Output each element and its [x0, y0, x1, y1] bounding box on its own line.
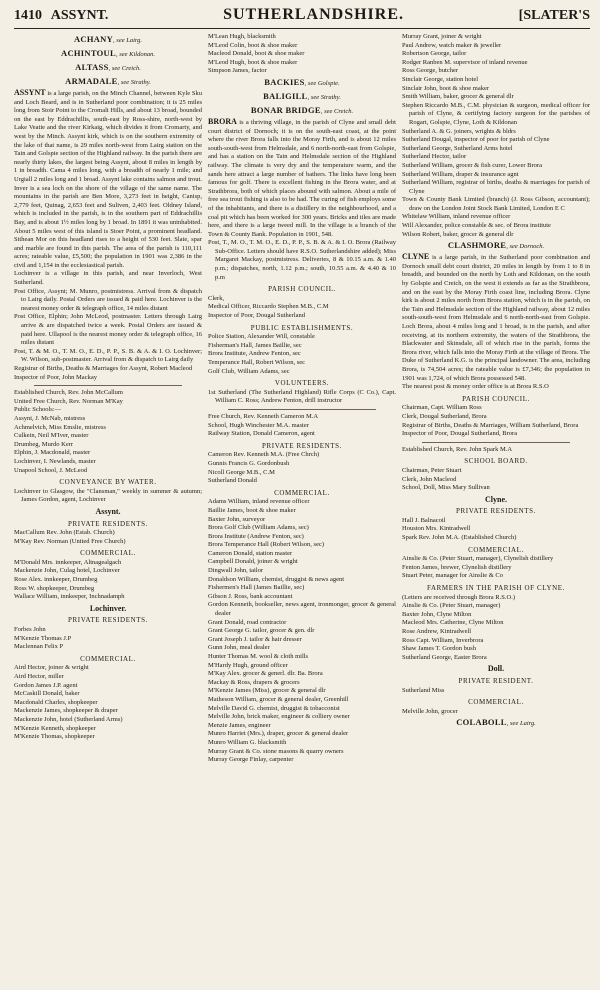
section-heading: PRIVATE RESIDENT.: [458, 676, 534, 685]
list-item: Brora Temperance Hall (Robert Wilson, sec): [208, 541, 325, 549]
list-item: Post, T. & M. O., T. M. O., E. D., P. P., S. B. & A. & I. O. Lochinver; W. Wilson, sub-postmaster. Arrival from & dispatch to Lairg daily: [14, 347, 202, 364]
list-item: M'Kenzie Thomas, shopkeeper: [14, 733, 95, 741]
list-item: Gibson J. Ross, bank accountant: [208, 592, 293, 600]
ref-see: , see Lairg.: [113, 37, 143, 44]
list-item: Matheson William, grocer & general dealer, Greenhill: [208, 695, 349, 703]
brora-text: is a thriving village, in the parish of Clyne and small debt court district of Dornoch; it is on the south-east coast, at the point where the river Brora falls into the Moray Firth, and is about 12 miles south-south-west from Helmsdale, and 6 north-north-east from Golspie, and has a station on the Tain and Helmsdale section of the Highland railway. The climate is very dry and the temperature warm, and the sands here attract a large number of bathers. The links have long been famous for golf. There is excellent fishing in the Brora water, and at Strathbrora, both of which places abound with salmon. About a mile of free sea trout fishing is also to be had. The curing of fish employs some of the inhabitants, and there is a distillery in the neighbourhood, and a coal pit which has been worked for 300 years. Bricks and tiles are made here, and there is a large tweed mill. In the village is a branch of the Town & County Bank. Population in 1901, 548.: [208, 118, 396, 238]
clyne-lead: CLYNE: [402, 252, 430, 262]
ref-name: ACHINTOUL: [61, 48, 116, 58]
list-item: Culkein, Neil M'Iver, master: [14, 432, 89, 440]
section-heading: CONVEYANCE BY WATER.: [59, 478, 157, 487]
list-item: Houston Mrs. Kintradwell: [402, 525, 471, 533]
header-center-title: SUTHERLANDSHIRE.: [223, 6, 405, 23]
brora-lead: BRORA: [208, 116, 237, 126]
list-item: M'Kenzie Thomas J.P: [14, 634, 72, 642]
list-item: Ross Capt. William, Inverbrora: [402, 636, 484, 644]
conveyance-text: Lochinver to Glasgow, the "Clansman," weekly in summer & autumn; James Gordon, agent, Lochinver: [14, 487, 202, 504]
list-item: Inspector of Poor, Dougal Sutherland, Brora: [402, 430, 518, 438]
cross-reference: [208, 104, 396, 118]
list-item: School, Doll, Miss Mary Sullivan: [402, 484, 490, 492]
list-item: United Free Church, Rev. Norman M'Kay: [14, 397, 123, 405]
section-heading: PRIVATE RESIDENTS.: [262, 441, 342, 450]
divider: [228, 409, 376, 410]
list-item: Unapool School, J. McLeod: [14, 466, 88, 474]
list-item: Police Station, Alexander Will, constable: [208, 333, 315, 341]
list-item: Fisherman's Hall, James Baillie, sec: [208, 341, 302, 349]
list-item: Clerk, John Macleod: [402, 475, 457, 483]
list-item: M'Lean Hugh, blacksmith: [208, 33, 276, 40]
church-school-list: [14, 389, 202, 475]
list-item: Sutherland Hector, tailor: [402, 153, 467, 161]
clyne-text: is a large parish, in the Sutherland poor combination and Dornoch small debt court district, 20 miles in length by from 1 to 8 in breadth, and bounded on the north by Loth and Kildonan, on the south by Golspie and Creich, on the west it extends as far as the Strathbrora, and on the east by the Moray Firth coast line, including Brora. Clyne kirk is about 2 miles north from Brora station, which is in the parish, on the Tain and Helmsdale section of the Highland railway, about 12 miles south-south-west from Helmsdale and 6 north-north-east from Golspie. Loch Brora, about 4 miles long and 1 broad, is in the parish, and after receiving, at its northern extremity, the waters of the Strathbrora, the Blackwater and Skinsdale, all of which rise in the parish, forms the Brora river, which falls into the Moray Firth at the village of Brora. The Duke of Sutherland K.G. is the principal landowner. The area, including Brora, is 74,504 acres; the rateable value is £7,346; the population in 1901 was 1,724, of which Brora possessed 548.: [402, 254, 590, 382]
list-item: Chairman, Peter Stuart: [402, 466, 462, 474]
list-item: MacCallum Rev. John (Estab. Church): [14, 529, 115, 537]
list-item: Baxter John, Clyne Milton: [402, 610, 472, 618]
list-item: Will Alexander, police constable & sec. of Brora institute: [402, 222, 551, 230]
section-heading: VOLUNTEERS.: [274, 379, 330, 388]
ref-name: COLABOLL: [456, 717, 507, 728]
cross-reference: [208, 76, 396, 90]
clyne-description: [402, 253, 590, 383]
list-item: M'Leod Hugh, boot & shoe maker: [208, 58, 298, 66]
list-item: Temperance Hall, Robert Wilson, sec: [208, 359, 305, 366]
list-item: Spark Rev. John M.A. (Established Church): [402, 534, 517, 542]
list-item: M'Kay Rev. Norman (United Free Church): [14, 537, 126, 545]
cross-reference: [402, 716, 590, 730]
list-item: Mackenzie John, Culag hotel, Lochinver: [14, 567, 120, 575]
list-item: Inspector of Poor, John Mackay: [14, 373, 97, 381]
section-heading: PRIVATE RESIDENTS.: [456, 507, 536, 516]
list-item: Hunter Thomas M. wool & cloth mills: [208, 653, 309, 660]
brora-description: [208, 118, 396, 239]
ref-name: ARMADALE: [65, 76, 118, 86]
list-item: Sinclair John, boot & shoe maker: [402, 84, 490, 92]
list-item: Simpson James, factor: [208, 67, 267, 75]
list-item: Campbell Donald, joiner & wright: [208, 558, 298, 566]
list-item: Sutherland George, Easter Brora: [402, 653, 487, 661]
list-item: Munro William G. blacksmith: [208, 738, 287, 746]
header-right-title: [SLATER'S: [518, 8, 590, 23]
header-left-title: ASSYNT.: [50, 8, 109, 23]
list-item: Sutherland William, registrar of births, deaths & marriages for parish of Clyne: [402, 179, 590, 195]
list-item: Sinclair George, station hotel: [402, 75, 479, 83]
list-item: Hall J. Balnacoil: [402, 516, 446, 524]
list-item: Assynt, J. McNab, mistress: [14, 414, 86, 422]
list-item: Rodger Ranben M. supervisor of inland revenue: [402, 58, 528, 66]
nearest-post-text: The nearest post & money order office is at Brora R.S.O: [402, 383, 549, 391]
list-item: Public Schools:—: [14, 406, 62, 414]
ref-name: ALTASS: [75, 62, 109, 72]
assynt-description: [14, 89, 202, 270]
list-item: Ainslie & Co. (Peter Stuart, manager), Clynelish distillery: [402, 555, 554, 563]
ref-see: , see Dornoch.: [506, 243, 545, 251]
divider: [422, 442, 570, 443]
list-item: Fenton James, brewer, Clynelish distillery: [402, 563, 512, 571]
list-item: M'Hardy Hugh, ground officer: [208, 661, 288, 669]
list-item: M'Donald Mrs. innkeeper, Altnagealgach: [14, 558, 122, 566]
list-item: Sutherland George, Sutherland Arms hotel: [402, 144, 513, 152]
list-item: Fishermen's Hall (James Baillie, sec): [208, 584, 305, 592]
list-item: Brora Golf Club (William Adams, sec): [208, 524, 309, 532]
cross-reference: [14, 75, 202, 89]
list-item: Forbes John: [14, 626, 46, 634]
list-item: Wallace William, innkeeper, Inchnadamph: [14, 593, 125, 601]
list-item: Gordon Kenneth, bookseller, news agent, ironmonger, grocer & general dealer: [208, 601, 396, 618]
list-item: Melville David G. chemist, druggist & tobacconist: [208, 704, 340, 712]
lochinver-description: Lochinver is a village in this parish, and near Inverloch, West Sutherland.: [14, 270, 202, 287]
ref-name: BACKIES: [264, 76, 305, 87]
cross-reference: [402, 239, 590, 253]
list-item: Adams William, inland revenue officer: [208, 498, 310, 506]
list-item: Grant George G. tailor, grocer & gen. dlr: [208, 627, 315, 635]
list-item: Nicoll George M.B., C.M: [208, 468, 275, 476]
list-item: M'Kenzie Kenneth, shopkeeper: [14, 724, 96, 732]
list-item: Sutherland A. & G. joiners, wrights & bldrs: [402, 127, 516, 135]
list-item: Chairman, Capt. William Ross: [402, 404, 482, 412]
list-item: Town & County Bank Limited (branch) (J. Ross Gibson, accountant); draw on the London Joint Stock Bank Limited, London E C: [402, 196, 590, 212]
list-item: Medical Officer, Riccardo Stephen M.B., C.M: [208, 303, 329, 311]
list-item: Aird Hector, joiner & wright: [14, 664, 89, 672]
assynt-text: is a large parish, on the Minch Channel, between Kyle Sku and Loch Beard, and is in Sutherland poor combination; it is 25 miles long from Stoir Point to the Cromalt Hills, and about 13 broad, bounded on the east by Eddrachillis, south-east by Ross-shire, north-west by Lake Veatie and the river Kirkaig, which divides it from Cromarty, and west by the Minch. Assynt kirk, which is on the southern extremity of the lake of that name, is 29 miles north-west from Lairg station on the Tain and Golspie section of the Highland railway. In the parish there are nearly thirty lakes, the largest being Assynt, about 8 miles in length by 1 in breadth. Cama 4 miles long, with a breadth of nearly 1 mile; and Urgiall 2 miles long and 1 broad. Assynt lake contains salmon and trout. Inver is a sea loch on the shore of the village of the same name. The mountains in the parish are Ben More, 3,273 feet in height, Canisp, 2,779 feet, Quinag, 2,653 feet and Suliven, 2,403 feet. Oldney Island, which is included in the parish, is in the southern part of Eddrachillis Bay, and is about 1½ miles long by 1 broad. In 1891 it was uninhabited. About 5 miles west of this island is Stoer Point, a prominent headland. Sithean Mor on this headland rises to a height of 530 feet. Slate, spar and marble are found in this parish. The area of the parish is 110,111 acres; rateable value, £5,500; the population in 1901 was 2,386 in the civil and 1,154 in the ecclesiastical parish.: [14, 90, 202, 269]
divider: [34, 385, 182, 386]
list-item: Baillie James, boot & shoe maker: [208, 506, 296, 514]
ref-see: , see Strathy.: [117, 79, 151, 86]
list-item: Melville John, grocer: [402, 707, 458, 715]
list-item: School, Hugh Winchester M.A. master: [208, 421, 309, 429]
header-left: [14, 8, 108, 24]
ref-see: , see Creich.: [320, 107, 354, 115]
list-item: Sutherland Miss: [402, 686, 445, 694]
list-item: Smith William, baker, grocer & general dlr: [402, 93, 514, 101]
list-item: Paul Andrew, watch maker & jeweller: [402, 41, 502, 49]
list-item: Menzie James, engineer: [208, 721, 271, 729]
list-item: Mackay & Ross, drapers & grocers: [208, 678, 300, 686]
page-number: 1410: [14, 8, 42, 23]
list-item: Macdonald Charles, shopkeeper: [14, 698, 98, 706]
list-item: Clerk,: [208, 294, 225, 302]
ref-see: , see Kildonan.: [115, 51, 155, 58]
list-item: Rose Alex. innkeeper, Drumbeg: [14, 576, 98, 584]
ref-see: , see Golspie.: [304, 79, 340, 87]
list-item: Ainslie & Co. (Peter Stuart, manager): [402, 602, 501, 610]
list-item: Stephen Riccardo M.B., C.M. physician & surgeon, medical officer for parish of Clyne, & certifying factory surgeon for the parishes of Rogart, Golspie, Clyne, Loth & Kildonan: [402, 101, 590, 126]
section-heading: FARMERS IN THE PARISH OF CLYNE.: [427, 584, 565, 593]
section-heading: COMMERCIAL.: [80, 654, 136, 663]
list-item: Sutherland William, grocer & fish curer, Lower Brora: [402, 161, 542, 169]
section-heading: SCHOOL BOARD.: [464, 457, 528, 466]
list-item: Free Church, Rev. Kenneth Cameron M.A: [208, 412, 319, 420]
ref-see: , see Creich.: [108, 65, 141, 72]
list-item: Murray Grant, joiner & wright: [402, 33, 482, 40]
column-3: [402, 33, 590, 988]
list-item: Whitelaw William, inland revenue officer: [402, 213, 511, 221]
list-item: Donaldson William, chemist, druggist & news agent: [208, 575, 345, 583]
cross-reference: [14, 33, 202, 47]
list-item: Grant Donald, road contractor: [208, 618, 287, 626]
section-heading: PARISH COUNCIL.: [462, 394, 530, 403]
list-item: Munro Harriet (Mrs.), draper, grocer & general dealer: [208, 730, 349, 738]
list-item: Gunn John, meal dealer: [208, 644, 270, 652]
cross-reference: [208, 90, 396, 104]
list-item: Lochinver, I. Newlands, master: [14, 457, 96, 465]
list-item: Stuart Peter, manager for Ainslie & Co: [402, 572, 504, 580]
subsection-title: Assynt.: [95, 506, 121, 516]
list-item: Melville John, brick maker, engineer & colliery owner: [208, 713, 350, 721]
ref-see: , see Lairg.: [506, 720, 536, 728]
columns: [14, 33, 590, 988]
list-item: Established Church, Rev. John Spark M.A: [402, 445, 513, 453]
section-heading: PRIVATE RESIDENTS.: [68, 616, 148, 625]
list-item: Registrar of Births, Deaths & Marriages for Assynt, Robert Macleod: [14, 365, 193, 372]
post-office-list: [14, 288, 202, 383]
list-item: Achmelvich, Miss Emslie, mistress: [14, 423, 106, 431]
list-item: McCaskill Donald, baker: [14, 690, 80, 698]
list-item: Ross George, butcher: [402, 67, 459, 75]
ref-name: BALIGILL: [263, 90, 308, 101]
list-item: Maclennan Felix P: [14, 643, 64, 651]
ref-see: , see Strathy.: [307, 93, 341, 101]
list-item: Gunnis Francis G. Gordonbush: [208, 459, 290, 467]
section-heading: COMMERCIAL.: [274, 488, 330, 497]
list-item: Brora Institute, Andrew Fenton, sec: [208, 350, 301, 358]
list-item: Elphin, J. Macdonald, master: [14, 449, 91, 457]
list-item: Clerk, Dougal Sutherland, Brora: [402, 412, 487, 420]
farmers-note: (Letters are received through Brora R.S.O.): [402, 593, 515, 601]
list-item: Aird Hector, miller: [14, 673, 64, 680]
cross-reference: [14, 61, 202, 75]
list-item: 1st Sutherland (The Sutherland Highland) Rifle Corps (C Co.), Capt. William C. Ross; Andrew Fenton, drill instructor: [208, 388, 396, 405]
list-item: Registrar of Births, Deaths & Marriages, William Sutherland, Brora: [402, 421, 579, 429]
list-item: Golf Club, William Adams, sec: [208, 367, 290, 375]
list-item: Cameron Donald, station master: [208, 549, 293, 557]
list-item: Drumbeg, Murdo Kerr: [14, 440, 74, 448]
list-item: Grant Joseph J. tailor & hair dresser: [208, 635, 302, 643]
column-2: [208, 33, 396, 988]
list-item: Baxter John, surveyor: [208, 515, 266, 523]
column-1: [14, 33, 202, 988]
ref-name: BONAR BRIDGE: [250, 104, 321, 115]
ref-name: ACHANY: [73, 34, 114, 44]
section-heading: COMMERCIAL.: [468, 545, 524, 554]
section-heading: COMMERCIAL.: [468, 698, 524, 707]
list-item: Ross W. shopkeeper, Drumbeg: [14, 584, 95, 592]
list-item: Sutherland Donald: [208, 477, 257, 485]
list-item: Inspector of Poor, Dougal Sutherland: [208, 312, 306, 320]
subsection-title: Clyne.: [485, 494, 507, 504]
list-item: Wilson Robert, baker, grocer & general dlr: [402, 230, 514, 238]
list-item: Rose Andrew, Kintradwell: [402, 628, 472, 635]
assynt-lead: ASSYNT: [14, 88, 46, 97]
subsection-title: Lochinver.: [89, 603, 127, 613]
list-item: Macleod Donald, boot & shoe maker: [208, 50, 305, 58]
ref-name: CLASHMORE: [447, 240, 507, 251]
list-item: Robertson George, tailor: [402, 50, 467, 58]
list-item: Gordon James J.P. agent: [14, 681, 78, 689]
list-item: Sutherland William, draper & insurance agnt: [402, 170, 519, 178]
cross-reference: [14, 47, 202, 61]
list-item: M'Kenzie James (Miss), grocer & general dlr: [208, 687, 326, 695]
list-item: M'Leod Colin, boot & shoe maker: [208, 41, 298, 49]
list-item: Dingwall John, tailor: [208, 567, 264, 575]
list-item: Mackenzie James, shopkeeper & draper: [14, 707, 118, 715]
list-item: Sutherland Dougal, inspector of poor for parish of Clyne: [402, 136, 550, 144]
list-item: Cameron Rev. Kenneth M.A. (Free Chrch): [208, 451, 320, 459]
list-item: M'Kay Alex. grocer & generl. dlr. Ba. Brora: [208, 670, 323, 678]
list-item: Macleod Mrs. Catherine, Clyne Milton: [402, 619, 504, 627]
section-heading: PARISH COUNCIL.: [268, 285, 336, 294]
list-item: Shaw James T. Gordon bush: [402, 645, 476, 653]
section-heading: PRIVATE RESIDENTS.: [68, 519, 148, 528]
list-item: Post Office, Assynt; M. Munro, postmistress. Arrival from & dispatch to Lairg daily. Postal Orders are issued & paid here. Lochinver is the nearest money order & telegraph office, 14 miles distant: [14, 287, 202, 312]
list-item: Murray Grant & Co. stone masons & quarry owners: [208, 747, 344, 755]
list-item: Railway Station, Donald Cameron, agent: [208, 430, 315, 438]
page-header: [14, 6, 590, 29]
list-item: Established Church, Rev. John McCallum: [14, 389, 123, 397]
list-item: Murray George Finlay, carpenter: [208, 756, 294, 764]
list-item: Mackenzie John, hotel (Sutherland Arms): [14, 715, 123, 723]
list-item: Brora Institute (Andrew Fenton, sec): [208, 532, 304, 540]
post-office-text: Post, T., M. O., T. M. O., E. D., P. P., S. B. & A. & I. O. Brora (Railway Sub-Office. Letters should have R.S.O. Sutherlandshire added); Miss Margaret Mackay, postmistress. Deliveries, 8 & 10.15 a.m. & 1.40 p.m.; dispatches, north, 1.12 p.m.; south, 10.55 a.m. & 4.40 & 10 p.m: [208, 239, 396, 281]
list-item: Post Office, Elphin; John McLeod, postmaster. Letters through Lairg arrive & are dispatched twice a week. Postal Orders are issued & paid here. Ullapool is the nearest money order & telegraph office, 16 miles distant: [14, 313, 202, 347]
section-heading: PUBLIC ESTABLISHMENTS.: [250, 323, 354, 332]
subsection-title: Doll.: [487, 664, 505, 674]
section-heading: COMMERCIAL.: [80, 549, 136, 558]
